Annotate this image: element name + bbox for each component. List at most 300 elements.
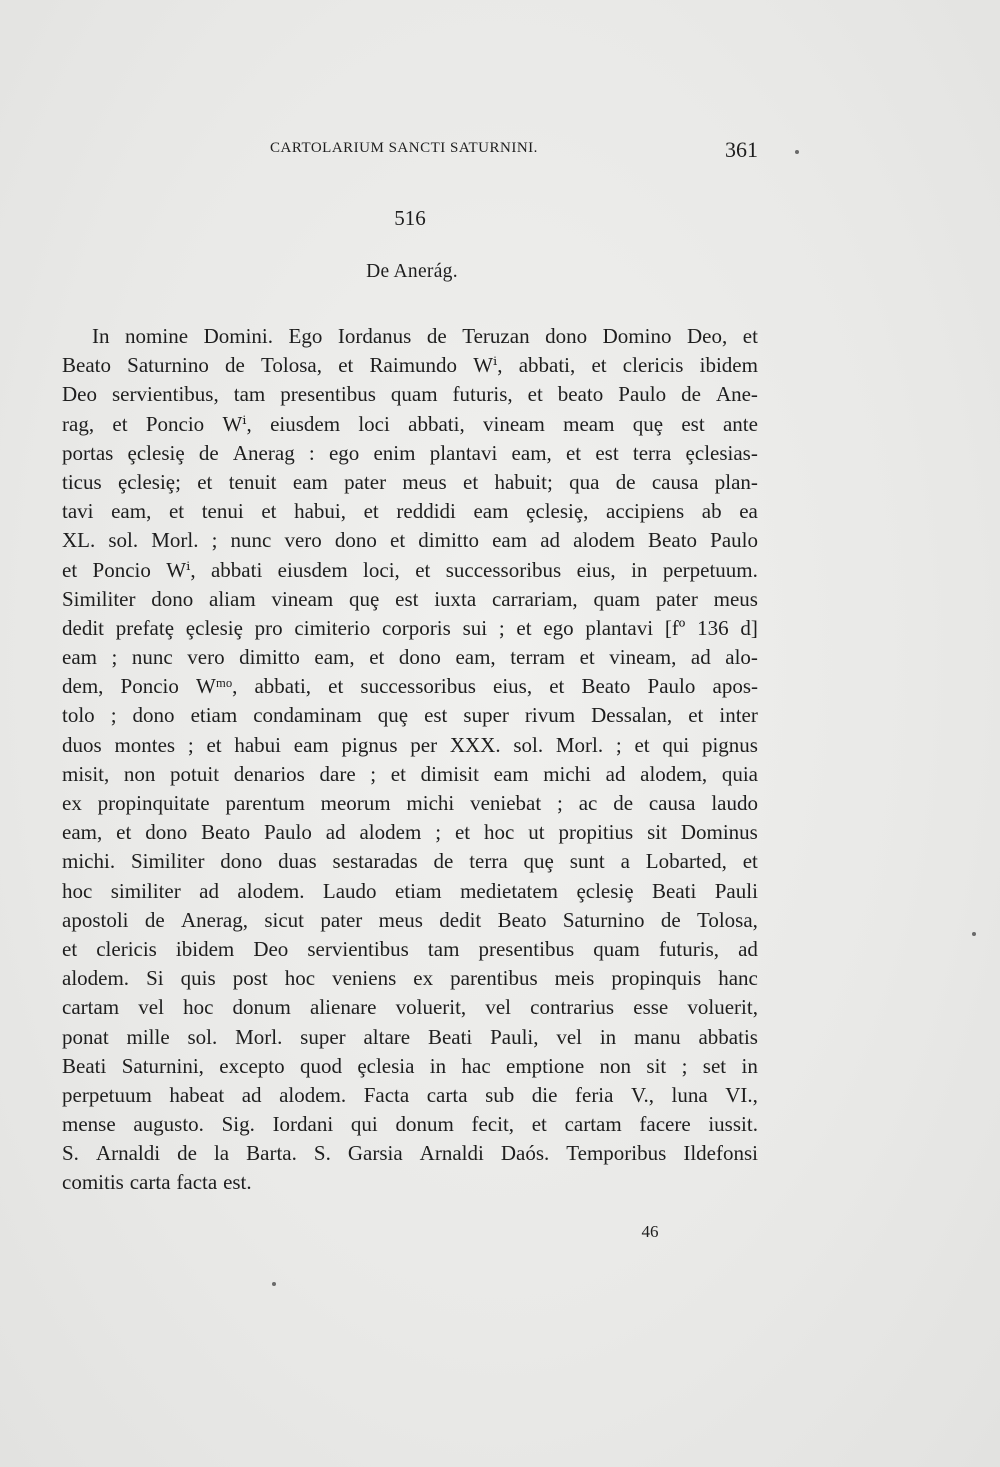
word: quam (593, 936, 640, 961)
charter-number: 516 (394, 206, 426, 230)
running-title: CARTOLARIUM SANCTI SATURNINI. (270, 140, 538, 156)
word: successoribus (360, 674, 476, 699)
word: vineam (271, 586, 334, 611)
word: parentibus (450, 966, 538, 991)
word: rag, (62, 411, 95, 436)
word: quam (593, 586, 641, 611)
text-line (62, 1168, 758, 1197)
word: Lobarted, (645, 849, 727, 874)
word: et (261, 499, 277, 524)
text-line (62, 351, 758, 380)
word: habui (234, 732, 282, 757)
word: eiusdem (270, 411, 341, 436)
word: de (426, 324, 447, 348)
word: et (390, 528, 406, 553)
signature-mark: 46 (641, 1222, 659, 1241)
word: meus (378, 907, 423, 932)
word: et (565, 440, 582, 465)
word: vel (138, 995, 164, 1020)
word: eam (473, 499, 509, 524)
word: eam, (511, 440, 552, 465)
word: de (198, 440, 219, 465)
word: hoc (484, 820, 515, 845)
word: hanc (718, 966, 758, 991)
word: nomine (125, 324, 189, 348)
word: futuris, (658, 936, 719, 961)
word: ; (187, 732, 194, 757)
word: tolo (62, 703, 95, 728)
word: manu (634, 1024, 681, 1049)
word: Beato (581, 674, 631, 699)
word: quȩ (523, 849, 554, 874)
word: est. (223, 1170, 252, 1195)
word: Laudo (322, 878, 377, 903)
word: qui (662, 732, 690, 757)
word: et (463, 469, 479, 494)
word: futuris, (452, 382, 513, 407)
word: Beato (201, 820, 251, 845)
word: ad (325, 820, 346, 845)
text-line (62, 964, 758, 993)
word: Ildefonsi (683, 1141, 758, 1166)
word: Pauli (714, 878, 758, 903)
word: XXX. (449, 732, 501, 757)
word: Wⁱ, (222, 411, 252, 436)
word: quis (180, 966, 216, 991)
word: XL. (62, 528, 96, 553)
word: causa (651, 469, 699, 494)
word: ; (370, 761, 377, 786)
word: Wⁱ, (473, 353, 503, 378)
word: potuit (170, 761, 220, 786)
word: Ego (288, 324, 323, 348)
word: Poncio (120, 674, 179, 699)
word: cimiterio (294, 615, 371, 640)
word: sicut (264, 907, 304, 932)
word: eam, (314, 645, 355, 670)
word: in (741, 1053, 758, 1078)
word: pignus (341, 732, 398, 757)
word: sol. (108, 528, 139, 553)
word: cartam (62, 995, 120, 1020)
word: pro (254, 615, 283, 640)
word: est (595, 440, 619, 465)
word: hac (461, 1053, 491, 1078)
word: loci, (363, 557, 400, 582)
word: Arnaldi (95, 1141, 161, 1166)
word: vero (284, 528, 322, 553)
print-speck (272, 1282, 276, 1286)
word: Saturnino (562, 907, 645, 932)
word: ego (328, 440, 360, 465)
word: dare (319, 761, 356, 786)
word: ȩclesiȩ (576, 878, 634, 903)
word: et (549, 674, 565, 699)
word: ego (543, 615, 574, 640)
word: iussit. (708, 1112, 758, 1137)
word: Wⁱ, (166, 557, 196, 582)
word: pignus (701, 732, 758, 757)
word: Dessalan, (591, 703, 673, 728)
word: ab (701, 499, 722, 524)
print-speck (972, 932, 976, 936)
word: : (308, 440, 315, 465)
word: Si (146, 966, 164, 991)
word: aliam (209, 586, 256, 611)
word: facta (176, 1170, 218, 1195)
word: Barta. (246, 1141, 297, 1166)
word: veniens (332, 966, 397, 991)
word: iuxta (434, 586, 477, 611)
word: ad (540, 528, 561, 553)
word: dimitto (239, 645, 300, 670)
word: Ane- (715, 382, 758, 407)
word: Morl. (555, 732, 604, 757)
word: sui (462, 615, 488, 640)
text-line (62, 1052, 758, 1081)
text-line (62, 410, 758, 439)
word: ȩclesia (357, 1053, 415, 1078)
word: feria (575, 1082, 614, 1107)
word: habeat (169, 1082, 225, 1107)
word: abbati, (408, 411, 465, 436)
text-line (62, 1081, 758, 1110)
word: alodem (359, 820, 422, 845)
word: eam, (455, 645, 496, 670)
word: et (62, 936, 78, 961)
word: ad (605, 761, 626, 786)
word: quia (721, 761, 758, 786)
word: et (390, 761, 406, 786)
word: ; (110, 703, 117, 728)
word: causa (648, 791, 696, 815)
word: prefatȩ (115, 615, 175, 640)
word: ȩclesiȩ; (117, 469, 181, 494)
word: d] (740, 615, 758, 640)
word: Temporibus (566, 1141, 667, 1166)
word: et (516, 615, 532, 640)
word: abbati (210, 557, 263, 582)
word: propinquitate (97, 791, 210, 815)
word: Morl. (151, 528, 199, 553)
text-line (62, 556, 758, 585)
word: Sig. (221, 1112, 255, 1137)
word: dedit (62, 615, 104, 640)
word: ȩclesiȩ, (526, 499, 589, 524)
word: mille (126, 1024, 170, 1049)
text-line (62, 906, 758, 935)
word: terra (469, 849, 508, 874)
text-line (62, 1110, 758, 1139)
word: abbati, (518, 353, 576, 378)
word: vineam (483, 411, 545, 436)
word: ex (62, 791, 82, 815)
word: et (415, 557, 431, 582)
word: Beati (62, 1053, 107, 1078)
word: non (123, 761, 156, 786)
word: VI., (725, 1082, 758, 1107)
text-line (62, 1023, 758, 1052)
word: donum (395, 1112, 454, 1137)
word: pater (320, 907, 363, 932)
word: ȩclesiȩ (127, 440, 185, 465)
word: dono (151, 586, 194, 611)
word: servientibus (307, 936, 409, 961)
word: presentibus (478, 936, 575, 961)
word: et (688, 703, 704, 728)
word: Iordani (272, 1112, 334, 1137)
word: beato (557, 382, 604, 407)
word: sol. (187, 1024, 218, 1049)
text-line (62, 585, 758, 614)
word: ad (738, 936, 758, 961)
text-line (62, 322, 758, 351)
word: quȩ (377, 703, 409, 728)
word: de (144, 907, 165, 932)
word: et (206, 732, 222, 757)
word: ȩclesias- (685, 440, 758, 465)
word: esse (633, 995, 669, 1020)
word: eam, (62, 820, 103, 845)
word: clericis (96, 936, 157, 961)
word: Tolosa, (261, 353, 322, 378)
charter-text (62, 322, 758, 1198)
text-line (62, 847, 758, 876)
word: plantavi (429, 440, 498, 465)
word: ad (690, 645, 711, 670)
word: ibidem (699, 353, 758, 378)
word: nunc (131, 645, 173, 670)
word: et (454, 820, 471, 845)
word: Similiter (62, 586, 136, 611)
word: Saturnino (127, 353, 209, 378)
word: Anerag (232, 440, 295, 465)
word: alodem, (640, 761, 708, 786)
word: et (168, 499, 185, 524)
word: ea (739, 499, 758, 524)
word: Tolosa, (696, 907, 758, 932)
word: et (369, 645, 385, 670)
word: alodem (573, 528, 635, 553)
text-line (62, 789, 758, 818)
word: et (527, 382, 543, 407)
word: Beato (62, 353, 111, 378)
word: dono (334, 528, 377, 553)
word: eam (493, 761, 529, 786)
word: meis (554, 966, 595, 991)
word: dono (220, 849, 263, 874)
word: Pauli, (490, 1024, 539, 1049)
word: carta (426, 1082, 468, 1107)
text-line (62, 1139, 758, 1168)
word: carrariam, (491, 586, 578, 611)
word: 136 (697, 615, 729, 640)
word: meus (713, 586, 758, 611)
word: et (116, 820, 132, 845)
word: et (634, 732, 650, 757)
word: vineam, (609, 645, 677, 670)
word: eius, (576, 557, 616, 582)
word: la (213, 1141, 230, 1166)
word: hoc (284, 966, 316, 991)
word: ad (241, 1082, 262, 1107)
word: ante (722, 411, 758, 436)
word: vero (187, 645, 225, 670)
word: successoribus (445, 557, 562, 582)
word: ; (211, 528, 218, 553)
text-line (62, 439, 758, 468)
word: sestaradas (332, 849, 418, 874)
word: presentibus (280, 382, 376, 407)
word: facere (639, 1112, 691, 1137)
word: Beati (427, 1024, 473, 1049)
word: in (631, 557, 648, 582)
word: perpetuum. (662, 557, 758, 582)
word: Facta (363, 1082, 410, 1107)
word: misit, (62, 761, 110, 786)
word: dono (132, 703, 175, 728)
word: dono (398, 645, 441, 670)
word: plan- (714, 469, 758, 494)
word: sol. (513, 732, 544, 757)
word: hoc (183, 995, 214, 1020)
word: inter (719, 703, 758, 728)
word: habui, (294, 499, 346, 524)
text-line (62, 468, 758, 497)
word: super (463, 703, 509, 728)
word: corporis (381, 615, 451, 640)
word: alodem. (62, 966, 130, 991)
word: Deo, (687, 324, 728, 348)
word: et (328, 674, 344, 699)
word: Beati (652, 878, 697, 903)
word: alienare (310, 995, 377, 1020)
word: et (531, 1112, 547, 1137)
word: Iordanus (337, 324, 412, 348)
word: dono (145, 820, 188, 845)
text-line (62, 614, 758, 643)
word: et (112, 411, 128, 436)
word: Wᵐᵒ, (195, 674, 238, 699)
word: ibidem (175, 936, 235, 961)
word: in (429, 1053, 447, 1078)
word: post (232, 966, 268, 991)
word: accipiens (606, 499, 685, 524)
word: tenui (201, 499, 244, 524)
word: Deo (253, 936, 289, 961)
word: de (433, 849, 454, 874)
word: Similiter (130, 849, 205, 874)
word: propinquis (611, 966, 702, 991)
word: Dominus (680, 820, 758, 845)
text-line (62, 877, 758, 906)
text-line (62, 672, 758, 701)
word: condaminam (253, 703, 362, 728)
word: dimisit (420, 761, 479, 786)
word: super (300, 1024, 346, 1049)
word: mense (62, 1112, 116, 1137)
word: emptione (506, 1053, 585, 1078)
word: laudo (711, 791, 758, 815)
word: Paulo (647, 674, 696, 699)
word: reddidi (396, 499, 456, 524)
word: de (225, 353, 245, 378)
word: Teruzan (462, 324, 530, 348)
charter-title: De Anerág. (366, 261, 458, 282)
word: veniebat (470, 791, 542, 815)
word: Poncio (145, 411, 205, 436)
word: dono (545, 324, 588, 348)
word: et (742, 849, 758, 874)
word: quȩ (349, 586, 380, 611)
word: eam, (111, 499, 152, 524)
word: michi. (62, 849, 116, 874)
word: tam (427, 936, 460, 961)
word: et (579, 645, 595, 670)
word: est (424, 703, 448, 728)
word: pater (655, 586, 698, 611)
word: et (742, 324, 758, 348)
word: Anerag, (180, 907, 249, 932)
word: a (620, 849, 630, 874)
word: vel (556, 1024, 582, 1049)
text-line (62, 935, 758, 964)
word: et (591, 353, 607, 378)
word: eam (492, 528, 528, 553)
word: alodem. (237, 878, 305, 903)
word: alodem. (279, 1082, 347, 1107)
word: donum (232, 995, 291, 1020)
word: de (681, 382, 701, 407)
word: ; (435, 820, 442, 845)
word: cartam (564, 1112, 622, 1137)
word: Paulo (710, 528, 758, 553)
word: similiter (110, 878, 181, 903)
word: et (363, 499, 379, 524)
word: ac (578, 791, 598, 815)
word: excepto (219, 1053, 285, 1078)
word: ; (111, 645, 118, 670)
word: abbatis (698, 1024, 758, 1049)
text-line (62, 380, 758, 409)
word: fecit, (471, 1112, 515, 1137)
word: ticus (62, 469, 102, 494)
word: de (615, 469, 636, 494)
word: comitis (62, 1170, 124, 1195)
running-head (62, 137, 758, 170)
word: de (177, 1141, 197, 1166)
word: ; (557, 791, 563, 815)
word: enim (373, 440, 416, 465)
word: meus (402, 469, 447, 494)
word: nunc (230, 528, 272, 553)
word: ex (413, 966, 434, 991)
word: sit (646, 1053, 667, 1078)
word: in (599, 1024, 617, 1049)
word: de (613, 791, 634, 815)
word: clericis (622, 353, 684, 378)
word: terram (510, 645, 566, 670)
word: In (92, 324, 110, 348)
word: Poncio (92, 557, 151, 582)
word: duos (62, 732, 102, 757)
word: ; (498, 615, 505, 640)
word: rivum (524, 703, 576, 728)
word: Beato (648, 528, 698, 553)
word: abbati, (254, 674, 312, 699)
word: voluerit, (395, 995, 467, 1020)
word: etiam (190, 703, 238, 728)
